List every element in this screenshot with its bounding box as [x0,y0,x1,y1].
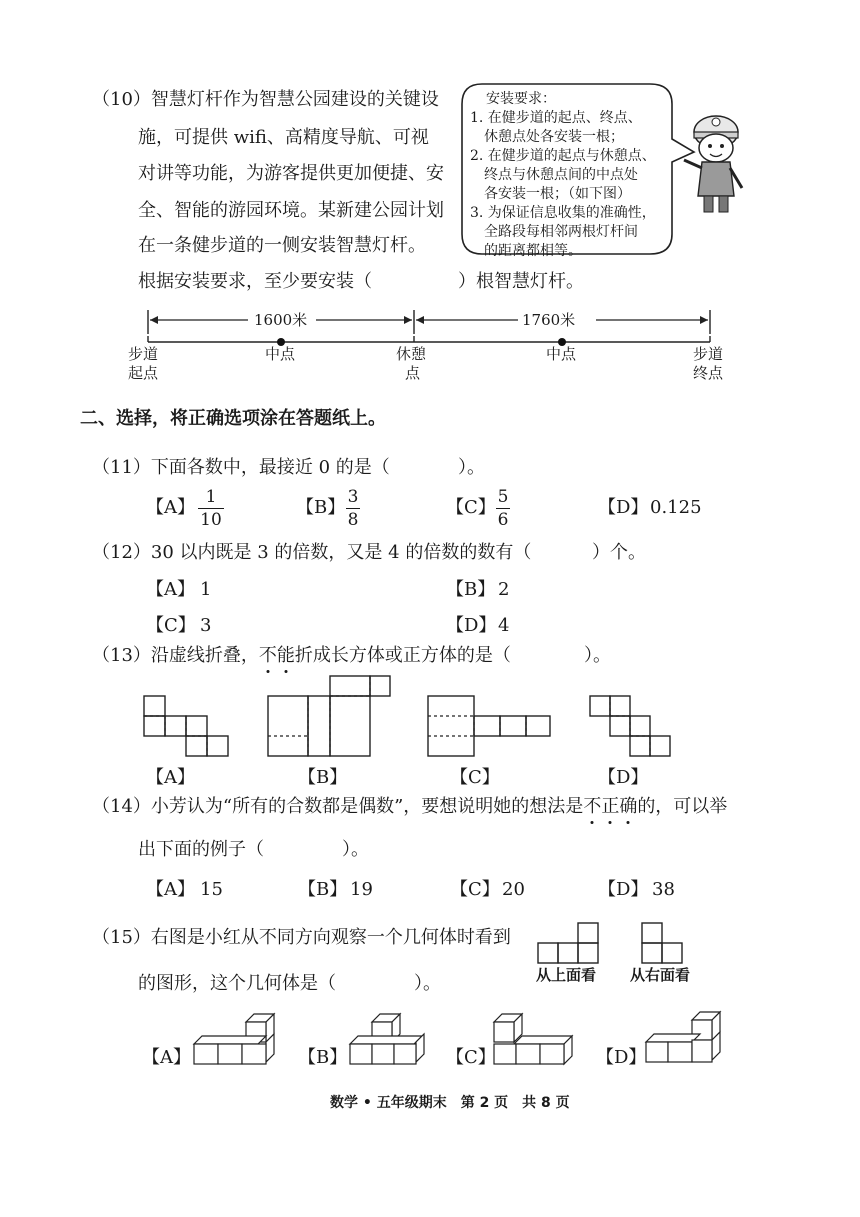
net-b-figure [268,676,398,762]
q15-line-1: （15）右图是小红从不同方向观察一个几何体时看到 [92,927,511,948]
q12-option-c-value: 3 [200,615,212,636]
q11-option-b[interactable]: 【B】 [296,497,346,518]
q14-option-b[interactable]: 【B】 [298,879,348,900]
right-view-figure [642,923,686,967]
q12-option-c[interactable]: 【C】 [146,615,196,636]
label-end-2: 终点 [693,364,724,382]
q12-stem: （12）30 以内既是 3 的倍数，又是 4 的倍数的数有（ [92,542,532,563]
q12-option-a[interactable]: 【A】 [146,579,195,600]
q12-option-d[interactable]: 【D】 [446,615,497,636]
callout-line: 3. 为保证信息收集的准确性， [470,205,656,221]
q11-stem: （11）下面各数中，最接近 0 的是（ [92,457,390,478]
q13-option-b[interactable]: 【B】 [298,767,348,788]
q11-option-c-fraction: 5 6 [497,487,509,530]
top-view-label: 从上面看 [536,966,597,984]
q14-option-b-value: 19 [350,879,373,900]
q11-option-d-value: 0.125 [650,497,702,518]
label-start-2: 起点 [128,364,159,382]
q14-option-d-value: 38 [652,879,675,900]
q15-option-b[interactable]: 【B】 [298,1047,348,1068]
q10-line-1: （10）智慧灯杆作为智慧公园建设的关键设 [92,89,439,110]
q13-option-a[interactable]: 【A】 [146,767,195,788]
q10-ask-after: ）根智慧灯杆。 [458,271,584,292]
q15-line-2: 的图形，这个几何体是（ [138,973,336,994]
callout-line: 1. 在健步道的起点、终点、 [470,110,642,126]
q13-stem: （13）沿虚线折叠，不 能 折成长方体或正方体的是（ [92,646,511,666]
q13-option-d[interactable]: 【D】 [598,767,649,788]
label-mid-1: 中点 [265,345,296,363]
right-distance-label: 1760米 [522,311,576,329]
q12-stem-end: ）个。 [592,542,646,563]
q12-option-b-value: 2 [498,579,510,600]
q10-line-5: 在一条健步道的一侧安装智慧灯杆。 [138,235,426,256]
solid-b-figure [348,1012,438,1072]
q15-option-a[interactable]: 【A】 [142,1047,191,1068]
q12-option-a-value: 1 [200,579,212,600]
q14-line-2-end: ）。 [342,839,369,860]
q11-option-d[interactable]: 【D】 [598,497,649,518]
worker-illustration [680,108,750,218]
q14-stem: （14）小芳认为“所有的合数都是偶数”，要想说明她的想法是不 正 确 的，可以举 [92,797,727,817]
page-footer: 数学 • 五年级期末 第 2 页 共 8 页 [330,1095,570,1111]
q13-stem-end: ）。 [584,645,611,666]
callout-line: 终点与休憩点间的中点处 [484,167,638,183]
net-c-figure [428,696,554,760]
q11-option-a[interactable]: 【A】 [146,497,195,518]
q10-ask-before: 根据安装要求，至少要安装（ [138,271,372,292]
net-a-figure [144,696,234,760]
q15-line-2-end: ）。 [414,973,441,994]
q15-option-c[interactable]: 【C】 [446,1047,496,1068]
q10-line-3: 对讲等功能，为游客提供更加便捷、安 [138,163,444,184]
q11-option-b-fraction: 3 8 [347,487,359,530]
solid-a-figure [190,1012,280,1072]
solid-c-figure [492,1012,582,1072]
q11-option-c[interactable]: 【C】 [446,497,496,518]
left-distance-label: 1600米 [254,311,308,329]
net-d-figure [590,696,676,760]
solid-d-figure [644,1012,734,1072]
q10-line-2: 施，可提供 wifi、高精度导航、可视 [138,127,429,148]
q14-option-a-value: 15 [200,879,223,900]
label-end-1: 步道 [693,345,724,363]
callout-line: 休憩点处各安装一根； [484,129,624,145]
label-mid-2: 中点 [546,345,577,363]
q12-option-b[interactable]: 【B】 [446,579,496,600]
right-view-label: 从右面看 [630,966,691,984]
callout-line: 全路段每相邻两根灯杆间 [484,224,638,240]
callout-line: 各安装一根；（如下图） [484,186,631,202]
label-rest-2: 点 [405,364,421,382]
label-start-1: 步道 [128,345,159,363]
top-view-figure [538,923,602,967]
q15-option-d[interactable]: 【D】 [596,1047,647,1068]
callout-line: 2. 在健步道的起点与休憩点、 [470,148,656,164]
q14-option-d[interactable]: 【D】 [598,879,649,900]
label-rest-1: 休憩 [396,345,427,363]
q14-line-2: 出下面的例子（ [138,839,264,860]
q10-line-4: 全、智能的游园环境。某新建公园计划 [138,200,444,221]
callout-title: 安装要求： [486,91,556,107]
q14-option-c-value: 20 [502,879,525,900]
q11-stem-end: ）。 [458,457,485,478]
q12-option-d-value: 4 [498,615,510,636]
q14-option-c[interactable]: 【C】 [450,879,500,900]
walkway-diagram [140,306,720,351]
section-heading: 二、选择，将正确选项涂在答题纸上。 [80,408,386,429]
q14-option-a[interactable]: 【A】 [146,879,195,900]
callout-line: 的距离都相等。 [484,243,582,259]
q13-option-c[interactable]: 【C】 [450,767,500,788]
q11-option-a-fraction: 1 10 [198,488,224,529]
